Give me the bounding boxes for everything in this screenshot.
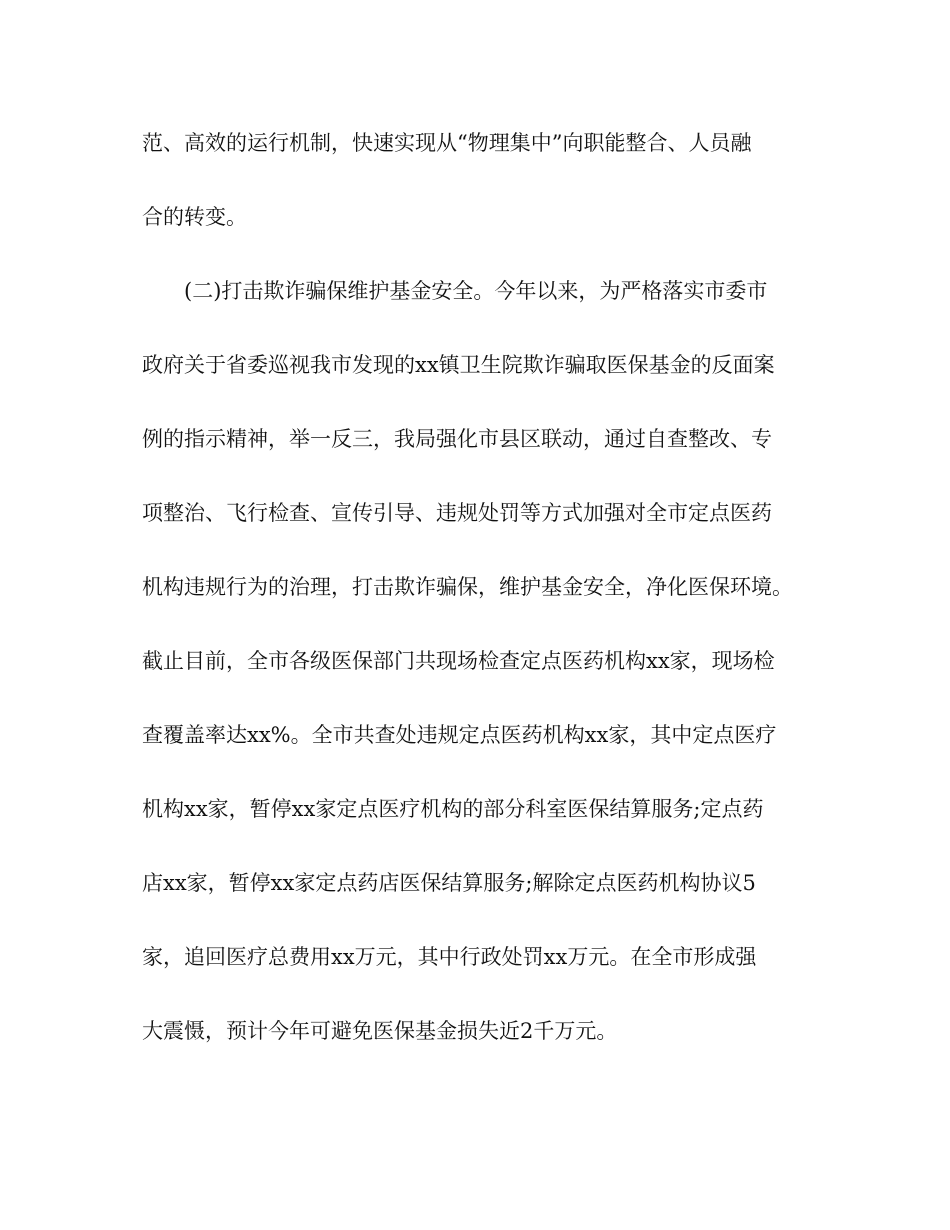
text-line-5: 例的指示精神，举一反三，我局强化市县区联动，通过自查整改、专 (142, 427, 772, 451)
text-line-11: 店xx家，暂停xx家定点药店医保结算服务;解除定点医药机构协议5 (142, 871, 756, 895)
text-line-4: 政府关于省委巡视我市发现的xx镇卫生院欺诈骗取医保基金的反面案 (142, 353, 775, 377)
text-line-7: 机构违规行为的治理，打击欺诈骗保，维护基金安全，净化医保环境。 (142, 575, 793, 599)
text-line-1: 范、高效的运行机制，快速实现从“物理集中”向职能整合、人员融 (142, 131, 752, 155)
text-line-12: 家，追回医疗总费用xx万元，其中行政处罚xx万元。在全市形成强 (142, 945, 757, 969)
text-line-2: 合的转变。 (142, 205, 247, 229)
text-line-6: 项整治、飞行检查、宣传引导、违规处罚等方式加强对全市定点医药 (142, 501, 772, 525)
paragraph-heading-line: (二)打击欺诈骗保维护基金安全。今年以来，为严格落实市委市 (184, 279, 768, 303)
text-line-9: 查覆盖率达xx%。全市共查处违规定点医药机构xx家，其中定点医疗 (142, 723, 777, 747)
text-line-13: 大震慑，预计今年可避免医保基金损失近2千万元。 (142, 1019, 618, 1043)
text-line-8: 截止目前，全市各级医保部门共现场检查定点医药机构xx家，现场检 (142, 649, 775, 673)
text-line-10: 机构xx家，暂停xx家定点医疗机构的部分科室医保结算服务;定点药 (142, 797, 764, 821)
